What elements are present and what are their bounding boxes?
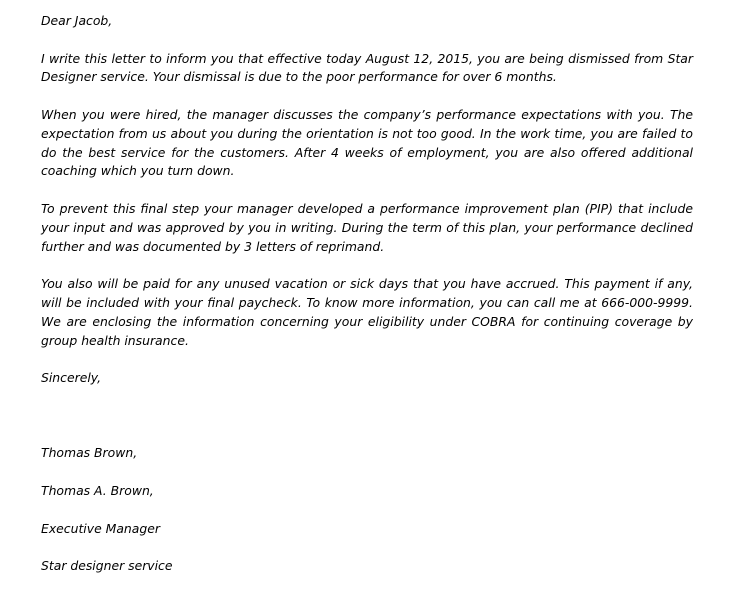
closing: Sincerely, <box>41 370 102 386</box>
paragraph-dismissal-notice: I write this letter to inform you that effective today August 12, 2015, you are being dismissed from Star Designer service. Your dismissal is due to the poor performance for over 6 months. <box>41 50 693 85</box>
paragraph-performance-expectations: When you were hired, the manager discusses the company’s performance expectations with you. The expectation from us about you during the orientation is not too good. In the work time, you are failed to do the best service for the customers. After 4 weeks of employment, you are also offered additional coaching which you turn down. <box>41 106 693 179</box>
signature-full-name: Thomas A. Brown, <box>41 482 154 498</box>
signature-title: Executive Manager <box>41 520 160 536</box>
letter-body <box>41 12 693 576</box>
signature-name: Thomas Brown, <box>41 445 138 461</box>
paragraph-improvement-plan: To prevent this final step your manager developed a performance improvement plan (PIP) that include your input and was approved by you in writing. During the term of this plan, your performance declined further and was documented by 3 letters of reprimand. <box>41 200 693 254</box>
salutation: Dear Jacob, <box>41 13 113 28</box>
paragraph-final-pay-and-cobra: You also will be paid for any unused vacation or sick days that you have accrued. This payment if any, will be included with your final paycheck. To know more information, you can call me at 666-000-9999. We are enclosing the information concerning your eligibility under COBRA for continuing coverage by group health insurance. <box>41 276 693 348</box>
signature-company: Star designer service <box>41 558 173 574</box>
